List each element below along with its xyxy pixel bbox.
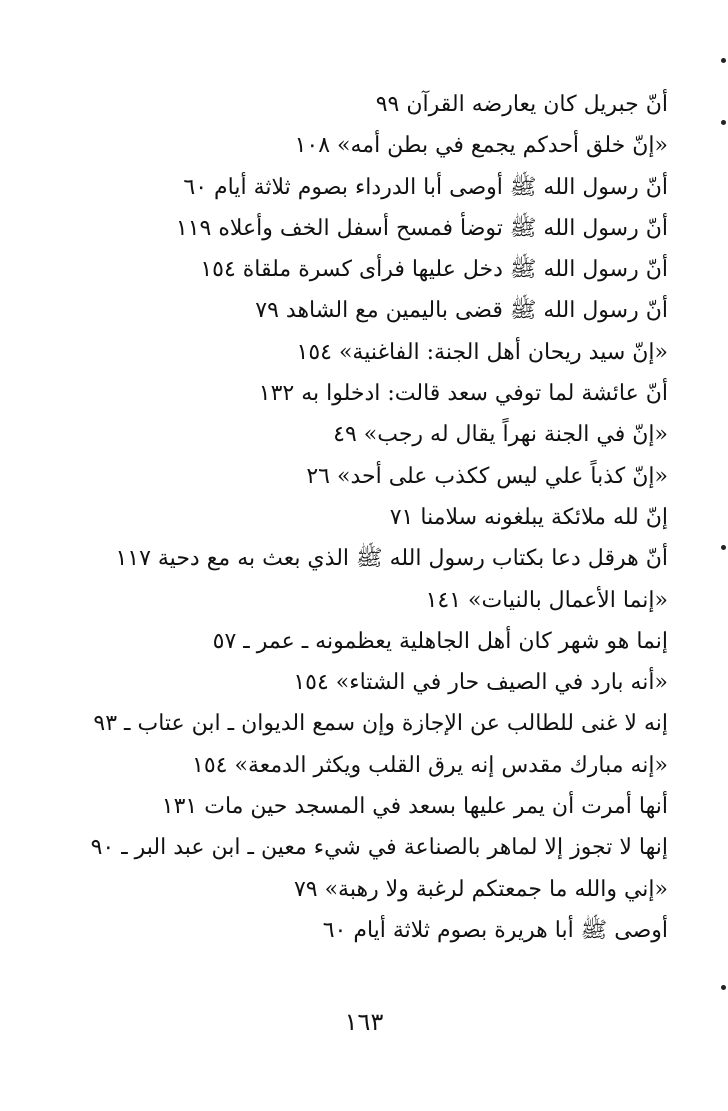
index-entry: أنّ رسول الله ﷺ دخل عليها فرأى كسرة ملقاة ١٥٤ <box>200 257 668 283</box>
index-entry: إنها لا تجوز إلا لماهر بالصناعة في شيء معين ـ ابن عبد البر ـ ٩٠ <box>90 835 668 861</box>
index-entry: «إنّ سيد ريحان أهل الجنة: الفاغنية» ١٥٤ <box>296 339 668 365</box>
index-entry: أنها أمرت أن يمر عليها بسعد في المسجد حين مات ١٣١ <box>161 794 668 820</box>
index-entry: «إنّ في الجنة نهراً يقال له رجب» ٤٩ <box>333 422 668 448</box>
index-entry: أنّ رسول الله ﷺ توضأ فمسح أسفل الخف وأعلاه ١١٩ <box>175 215 668 241</box>
index-entry: «إنّ كذباً علي ليس ككذب على أحد» ٢٦ <box>306 463 668 489</box>
index-entry: «إني والله ما جمعتكم لرغبة ولا رهبة» ٧٩ <box>293 876 668 902</box>
index-entry: إنه لا غنى للطالب عن الإجازة وإن سمع الديوان ـ ابن عتاب ـ ٩٣ <box>93 711 668 737</box>
edge-mark <box>721 58 726 63</box>
index-entry: «إنه مبارك مقدس إنه يرق القلب ويكثر الدمعة» ١٥٤ <box>192 752 668 778</box>
index-entry: أنّ عائشة لما توفي سعد قالت: ادخلوا به ١٣٢ <box>258 381 668 407</box>
index-entry: أنّ رسول الله ﷺ قضى باليمين مع الشاهد ٧٩ <box>255 298 668 324</box>
index-entry: «إنّ خلق أحدكم يجمع في بطن أمه» ١٠٨ <box>294 133 668 159</box>
index-entry: «أنه بارد في الصيف حار في الشتاء» ١٥٤ <box>293 670 668 696</box>
index-entry-list <box>60 84 668 951</box>
index-entry: أوصى ﷺ أبا هريرة بصوم ثلاثة أيام ٦٠ <box>322 917 668 943</box>
index-entry: إنّ لله ملائكة يبلغونه سلامنا ٧١ <box>389 504 668 530</box>
edge-mark <box>721 985 726 990</box>
edge-mark <box>721 120 726 125</box>
index-entry: «إنما الأعمال بالنيات» ١٤١ <box>425 587 668 613</box>
index-entry: إنما هو شهر كان أهل الجاهلية يعظمونه ـ عمر ـ ٥٧ <box>212 628 668 654</box>
page-number: ١٦٣ <box>344 1008 384 1036</box>
index-entry: أنّ هرقل دعا بكتاب رسول الله ﷺ الذي بعث به مع دحية ١١٧ <box>115 546 668 572</box>
edge-mark <box>721 545 726 550</box>
index-entry: أنّ رسول الله ﷺ أوصى أبا الدرداء بصوم ثلاثة أيام ٦٠ <box>183 174 668 200</box>
index-entry: أنّ جبريل كان يعارضه القرآن ٩٩ <box>375 92 668 117</box>
